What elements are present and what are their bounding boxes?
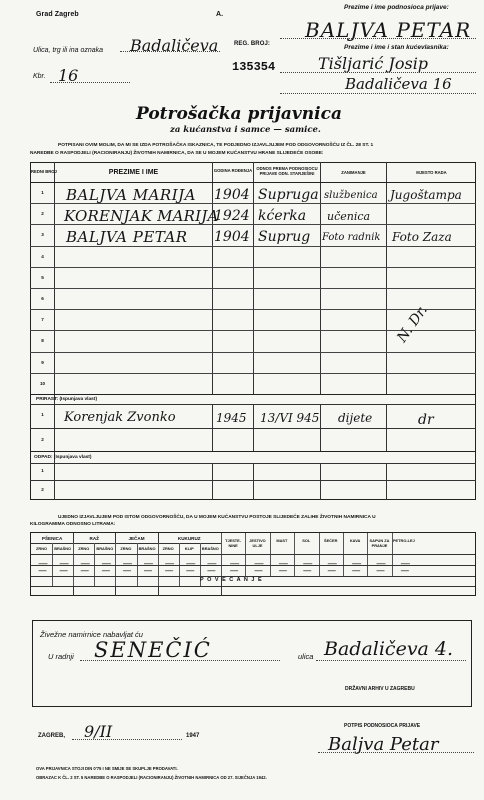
col-line: [253, 162, 254, 394]
house-no-value: 16: [58, 66, 79, 85]
header-zanimanje: ZANIMANJE: [341, 170, 366, 175]
col-line: [386, 463, 387, 500]
prirast-top-line: [30, 394, 476, 395]
stock-dash: —: [327, 566, 336, 575]
stock-dash: —: [122, 558, 132, 568]
stock-dash: —: [207, 566, 216, 575]
col-line: [320, 463, 321, 500]
stock-intro-2: KILOGRAMIMA ODNOSNO LITRAMA:: [30, 522, 116, 527]
form-title: Potrošačka prijavnica: [136, 104, 342, 124]
street-value: Badaličeva: [130, 36, 219, 55]
stock-dash: —: [101, 566, 110, 575]
stock-other-header: MAST: [276, 538, 288, 543]
reg-label: REG. BROJ:: [234, 41, 271, 47]
stock-dash: —: [303, 558, 313, 568]
stock-dash: —: [230, 558, 240, 568]
stock-sub-header: KLIP: [184, 546, 194, 551]
stock-other-header: SOL: [302, 538, 311, 543]
member-2-name: KORENJAK MARIJA: [64, 207, 219, 225]
stock-row-line: [31, 565, 475, 566]
footer-note-2: OBRAZAC K ČL. 2 ST. 5 NAREDBE O RASPODJELI (RACIONIRANJU) ŽIVOTNIH NAMIRNICA OD 27. SIJEČNJA 1942.: [36, 775, 267, 780]
header-mjesto-rada: MJESTO RADA: [416, 170, 447, 175]
stock-dash: —: [400, 566, 409, 575]
row-line: [30, 309, 476, 310]
stock-dash: —: [80, 566, 89, 575]
stock-sub-header: ZRNO: [36, 546, 48, 551]
odpad-line: [30, 480, 476, 481]
stock-other-header: SAPUN ZA PRANJE: [369, 538, 390, 548]
form-subtitle: za kućanstva i samce — samice.: [170, 125, 321, 135]
owner-line-1: [280, 72, 476, 73]
prirast-1-name: Korenjak Zvonko: [64, 410, 176, 425]
stock-group-header: JEČAM: [128, 536, 145, 541]
supply-street-label: ulica: [298, 652, 314, 661]
header-odnos: ODNOS PREMA PODNOSIOCU PRIJAVE ODN. STARJEŠINI: [256, 166, 318, 176]
signature-line: [318, 752, 474, 753]
footer-place: ZAGREB,: [38, 733, 65, 739]
odpad-label: ODPAD: (Ispunjava vlast): [34, 455, 92, 460]
stock-group-header: KUKURUZ: [177, 536, 201, 541]
owner-line-2: [280, 93, 476, 94]
street-line: [120, 51, 220, 52]
margin-signature: N. Dr.: [394, 302, 431, 346]
povecanje-label: P O V E Ć A N J E: [200, 577, 263, 583]
prirast-1-date: 13/VI 945: [260, 411, 320, 425]
prirast-line: [30, 404, 476, 405]
member-3-year: 1904: [214, 229, 250, 245]
stock-dash: —: [80, 558, 90, 568]
stock-dash: —: [327, 558, 337, 568]
date-line: [72, 739, 182, 740]
prirast-line: [30, 428, 476, 429]
shop-line: [80, 660, 280, 661]
stock-dash: —: [144, 566, 153, 575]
row-line: [30, 352, 476, 353]
shop-value: SENEČIĆ: [94, 638, 212, 662]
stock-dash: —: [144, 558, 154, 568]
odpad-row-1-no: 1: [41, 468, 44, 473]
col-line: [386, 162, 387, 394]
prirast-1-note: dr: [418, 412, 434, 428]
member-row-number: 8: [41, 338, 44, 344]
stock-dash: —: [303, 566, 312, 575]
stock-sub-header: ZRNO: [162, 546, 174, 551]
reg-number: 135354: [232, 60, 276, 74]
member-row-number: 7: [41, 317, 44, 323]
header-redni-broj: REDNI BROJ: [31, 169, 57, 174]
member-2-occupation: učenica: [327, 210, 371, 223]
stock-dash: —: [376, 558, 386, 568]
stock-other-header: PETRO-LEJ: [392, 538, 415, 543]
row-line: [30, 373, 476, 374]
member-1-relation: Supruga: [258, 187, 319, 203]
stock-dash: —: [38, 558, 48, 568]
signature-value: Baljva Petar: [328, 734, 439, 755]
header-godina: GODINA ROĐENJA: [213, 168, 253, 173]
member-row-number: 1: [41, 190, 44, 195]
member-row-number: 9: [41, 359, 44, 365]
member-3-relation: Suprug: [258, 229, 311, 245]
shop-label: U radnji: [48, 652, 74, 661]
stock-dash: —: [352, 566, 361, 575]
applicant-line: [280, 38, 476, 39]
stock-dash: —: [352, 558, 362, 568]
row-line: [30, 288, 476, 289]
member-3-name: BALJVA PETAR: [66, 228, 188, 246]
prirast-row-2-no: 2: [41, 437, 44, 442]
stock-dash: —: [254, 558, 264, 568]
stock-other-header: KAVA: [349, 538, 361, 543]
member-row-number: 3: [41, 232, 44, 238]
member-1-year: 1904: [214, 187, 250, 203]
odpad-line: [30, 463, 476, 464]
stock-sub-header: BRAŠNO: [201, 546, 219, 551]
stock-dash: —: [186, 558, 196, 568]
member-row-number: 2: [41, 211, 44, 217]
stock-group-header: RAŽ: [89, 536, 99, 541]
section-letter: A.: [216, 11, 224, 18]
stock-dash: —: [165, 566, 174, 575]
stock-header-line: [31, 543, 221, 544]
member-1-occupation: službenica: [324, 190, 378, 201]
owner-value-1: Tišljarić Josip: [318, 54, 429, 73]
col-line: [212, 463, 213, 500]
header-bottom-line: [30, 182, 476, 183]
odpad-row-2-no: 2: [41, 487, 44, 492]
stock-sub-header: BRAŠNO: [54, 546, 72, 551]
col-line: [253, 463, 254, 500]
stock-dash: —: [122, 566, 131, 575]
applicant-value: BALJVA PETAR: [305, 18, 472, 42]
footer-date: 9/II: [84, 722, 113, 741]
row-line: [30, 267, 476, 268]
owner-label: Prezime i ime i stan kućevlasnika:: [344, 44, 449, 51]
member-row-number: 4: [41, 253, 44, 259]
stock-dash: —: [278, 566, 287, 575]
header-prezime-ime: PREZIME I IME: [108, 169, 159, 176]
stock-dash: —: [207, 558, 217, 568]
stock-other-header: JESTIVO ULJE: [249, 538, 266, 548]
col-line: [320, 162, 321, 394]
member-2-year: 1924: [214, 208, 250, 224]
stock-row-line: [31, 554, 475, 555]
stock-other-header: TJESTE-NINE: [225, 538, 242, 548]
stock-group-header: PŠENICA: [41, 536, 63, 541]
member-row-number: 10: [39, 380, 46, 386]
stock-dash: —: [254, 566, 263, 575]
stock-sub-header: ZRNO: [120, 546, 132, 551]
stock-sub-header: ZRNO: [78, 546, 90, 551]
stock-row-line: [31, 586, 475, 587]
signature-label: POTPIS PODNOSIOCA PRIJAVE: [344, 723, 421, 729]
intro-line-1: POTPISANI OVIM MOLIM, DA MI SE IZDA POTROŠAČKA ISKAZNICA, TE PODJEDNO IZJAVLJUJEM POD ODGOVORNOŠĆU IZ ČL. 28 ST. 1: [58, 143, 374, 148]
member-3-occupation: Foto radnik: [322, 232, 381, 243]
odpad-top-line: [30, 451, 476, 452]
member-1-workplace: Jugoštampa: [390, 188, 462, 202]
stock-dash: —: [278, 558, 288, 568]
archive-stamp: DRŽAVNI ARHIV U ZAGREBU: [345, 686, 415, 692]
supply-street-line: [316, 660, 466, 661]
stock-sub-header: BRAŠNO: [96, 546, 114, 551]
prirast-1-year: 1945: [216, 411, 247, 425]
footer-year: 1947: [186, 733, 200, 739]
stock-dash: —: [376, 566, 385, 575]
stock-other-header: ŠEĆER: [323, 538, 338, 543]
stock-dash: —: [59, 566, 68, 575]
house-no-line: [50, 82, 130, 83]
house-no-label: Kbr.: [33, 73, 46, 80]
stock-dash: —: [38, 566, 47, 575]
street-label: Ulica, trg ili ina oznaka: [33, 47, 104, 54]
stock-dash: —: [230, 566, 239, 575]
stock-sub-header: BRAŠNO: [138, 546, 156, 551]
applicant-label: Prezime i ime podnosioca prijave:: [344, 4, 449, 11]
member-3-workplace: Foto Zaza: [392, 230, 452, 244]
member-1-name: BALJVA MARIJA: [66, 186, 197, 204]
stock-dash: —: [186, 566, 195, 575]
stock-dash: —: [59, 558, 69, 568]
supply-label: Živežne namirnice nabavljat ću: [40, 630, 143, 639]
city-label: Grad Zagreb: [36, 11, 79, 18]
member-2-relation: kćerka: [258, 208, 307, 224]
intro-line-2: NAREDBE O RASPODJELI (RACIONIRANJU) ŽIVOTNIH NAMIRNICA, DA SE U MOJEM KUĆANSTVU HRANE SLIJEDEĆE OSOBE:: [30, 151, 324, 156]
footer-note-1: OVA PRIJAVNICA STOJI DIN 0'75 I NE SMIJE SE SKUPLJE PRODAVATI.: [36, 766, 178, 771]
member-row-number: 5: [41, 274, 44, 280]
stock-intro-1: UJEDNO IZJAVLJUJEM POD ISTOM ODGOVORNOŠĆU, DA U MOJEM KUĆANSTVU POSTOJE SLIJEDEĆE ZALIHE ŽIVOTNIH NAMIRNICA U: [58, 515, 376, 520]
col-line: [212, 162, 213, 394]
prirast-1-occupation: dijete: [338, 411, 373, 425]
supply-street-value: Badaličeva 4.: [324, 638, 454, 660]
owner-value-2: Badaličeva 16: [345, 75, 452, 93]
prirast-row-1-no: 1: [41, 412, 44, 417]
member-row-number: 6: [41, 296, 44, 301]
stock-dash: —: [400, 558, 410, 568]
stock-dash: —: [101, 558, 111, 568]
prirast-label: PRIRAST: (Ispunjava vlast): [36, 397, 98, 402]
stock-dash: —: [165, 558, 175, 568]
